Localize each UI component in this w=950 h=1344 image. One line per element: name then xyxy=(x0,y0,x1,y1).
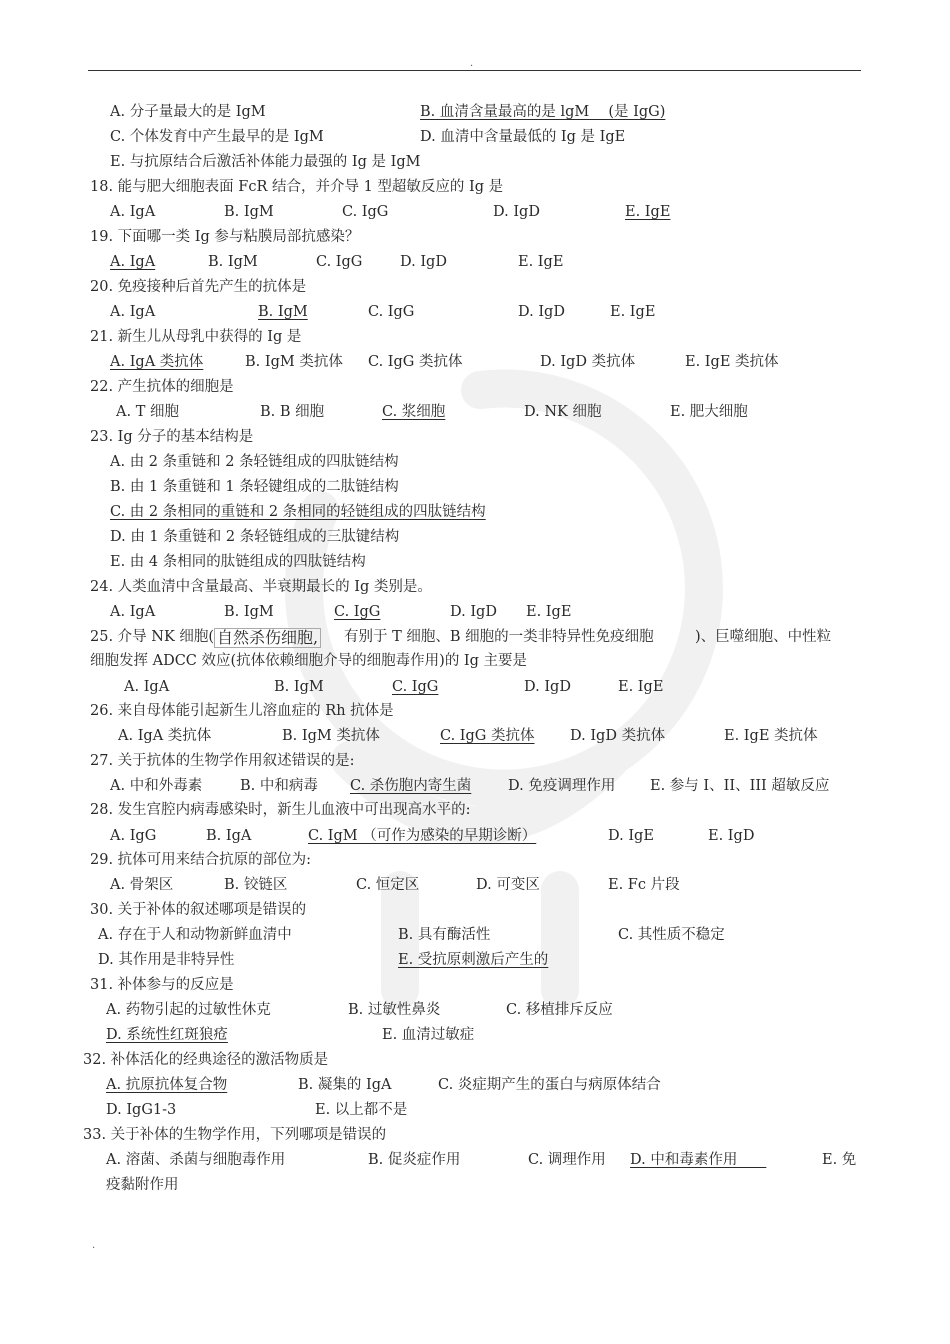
answer-option: A. T 细胞 xyxy=(116,404,179,420)
answer-option: C. 调理作用 xyxy=(528,1152,606,1168)
answer-option: E. Fc 片段 xyxy=(608,877,680,893)
footer-dot: . xyxy=(92,1240,96,1251)
answer-option: A. 分子量最大的是 IgM xyxy=(110,104,266,120)
answer-option: A. IgA xyxy=(110,304,156,320)
question-text: 23. Ig 分子的基本结构是 xyxy=(90,429,254,445)
answer-option: B. B 细胞 xyxy=(260,404,325,420)
answer-option: E. IgD xyxy=(708,828,755,844)
question-text: B. 由 1 条重链和 1 条轻键组成的二肽链结构 xyxy=(110,479,399,495)
question-text: 33. 关于补体的生物学作用，下列哪项是错误的 xyxy=(83,1127,387,1143)
answer-option: B. 促炎症作用 xyxy=(368,1152,461,1168)
answer-option: D. IgE xyxy=(608,828,654,844)
answer-option: A. 抗原抗体复合物 xyxy=(106,1077,228,1093)
answer-option: A. 溶菌、杀菌与细胞毒作用 xyxy=(106,1152,286,1168)
question-text: 19. 下面哪一类 Ig 参与粘膜局部抗感染？ xyxy=(90,229,360,245)
answer-option: A. IgA xyxy=(110,604,156,620)
answer-option: D. IgD 类抗体 xyxy=(540,354,636,370)
question-text: E. 与抗原结合后激活补体能力最强的 Ig 是 IgM xyxy=(110,154,421,170)
question-text: 细胞发挥 ADCC 效应(抗体依赖细胞介导的细胞毒作用)的 Ig 主要是 xyxy=(90,653,528,669)
answer-option: E. 受抗原刺激后产生的 xyxy=(398,952,549,968)
answer-option: C. 其性质不稳定 xyxy=(618,927,725,943)
question-text: E. 由 4 条相同的肽链组成的四肽链结构 xyxy=(110,554,366,570)
answer-option: B. IgM 类抗体 xyxy=(282,728,380,744)
answer-option: D. IgD xyxy=(450,604,497,620)
question-text: 24. 人类血清中含量最高、半衰期最长的 Ig 类别是。 xyxy=(90,579,432,595)
answer-option: A. 骨架区 xyxy=(110,877,174,893)
question-text: C. 由 2 条相同的重链和 2 条相同的轻链组成的四肽链结构 xyxy=(110,504,486,520)
answer-option: D. IgD 类抗体 xyxy=(570,728,666,744)
answer-option: E. 免 xyxy=(822,1152,857,1168)
answer-option: E. IgE xyxy=(625,204,671,220)
answer-option: C. 恒定区 xyxy=(356,877,420,893)
answer-option: E. IgE 类抗体 xyxy=(685,354,779,370)
answer-option: E. 参与 I、II、III 超敏反应 xyxy=(650,778,830,794)
question-text: 27. 关于抗体的生物学作用叙述错误的是: xyxy=(90,753,355,769)
answer-option: E. 肥大细胞 xyxy=(670,404,748,420)
answer-option: B. IgM xyxy=(224,604,274,620)
answer-option: 25. 介导 NK 细胞( xyxy=(90,629,215,645)
answer-option: C. IgG 类抗体 xyxy=(368,354,463,370)
answer-option: B. 血清含量最高的是 lgM (是 IgG) xyxy=(420,104,666,120)
answer-option: E. IgE xyxy=(618,679,664,695)
answer-option: C. 移植排斥反应 xyxy=(506,1002,613,1018)
answer-option: C. IgG xyxy=(368,304,415,320)
answer-option: A. IgG xyxy=(110,828,157,844)
answer-option: A. 中和外毒素 xyxy=(110,778,203,794)
answer-option: D. 其作用是非特异性 xyxy=(98,952,235,968)
answer-option: D. IgD xyxy=(518,304,565,320)
answer-option: C. IgG 类抗体 xyxy=(440,728,535,744)
answer-option: C. 炎症期产生的蛋白与病原体结合 xyxy=(438,1077,661,1093)
answer-option: C. IgM （可作为感染的早期诊断） xyxy=(308,828,537,844)
question-text: 32. 补体活化的经典途径的激活物质是 xyxy=(83,1052,329,1068)
answer-option: C. IgG xyxy=(342,204,389,220)
answer-option: D. IgD xyxy=(524,679,571,695)
answer-option: C. IgG xyxy=(316,254,363,270)
answer-option: D. 可变区 xyxy=(476,877,540,893)
answer-option: D. 中和毒素作用 xyxy=(630,1152,767,1168)
question-text: 22. 产生抗体的细胞是 xyxy=(90,379,234,395)
header-dot: . xyxy=(470,58,474,69)
answer-option: A. IgA 类抗体 xyxy=(118,728,212,744)
answer-option: D. NK 细胞 xyxy=(524,404,602,420)
answer-option: A. IgA xyxy=(110,204,156,220)
answer-option: C. 杀伤胞内寄生菌 xyxy=(350,778,472,794)
answer-option: C. 个体发育中产生最早的是 IgM xyxy=(110,129,324,145)
answer-option: D. 血清中含量最低的 Ig 是 IgE xyxy=(420,129,626,145)
answer-option: E. IgE 类抗体 xyxy=(724,728,818,744)
answer-option: B. 中和病毒 xyxy=(240,778,318,794)
header-rule xyxy=(88,70,861,71)
answer-option: E. IgE xyxy=(610,304,656,320)
answer-option: D. IgD xyxy=(493,204,540,220)
answer-option: B. IgM xyxy=(224,204,274,220)
question-text: 26. 来自母体能引起新生儿溶血症的 Rh 抗体是 xyxy=(90,703,394,719)
question-text: 28. 发生宫腔内病毒感染时，新生儿血液中可出现高水平的: xyxy=(90,802,471,818)
answer-option: D. IgD xyxy=(400,254,447,270)
answer-option: B. IgA xyxy=(206,828,252,844)
answer-option: B. 具有酶活性 xyxy=(398,927,491,943)
question-text: D. 由 1 条重链和 2 条轻链组成的三肽键结构 xyxy=(110,529,400,545)
question-text: 18. 能与肥大细胞表面 FcR 结合，并介导 1 型超敏反应的 Ig 是 xyxy=(90,179,504,195)
answer-option: B. IgM xyxy=(208,254,258,270)
answer-option: 有别于 T 细胞、B 细胞的一类非特异性免疫细胞 xyxy=(344,629,654,645)
answer-option: 自然杀伤细胞, xyxy=(214,628,321,648)
answer-option: C. IgG xyxy=(392,679,439,695)
answer-option: B. IgM xyxy=(274,679,324,695)
answer-option: B. 过敏性鼻炎 xyxy=(348,1002,441,1018)
question-text: 31. 补体参与的反应是 xyxy=(90,977,234,993)
answer-option: A. IgA xyxy=(110,254,156,270)
answer-option: E. 以上都不是 xyxy=(315,1102,408,1118)
answer-option: A. 存在于人和动物新鲜血清中 xyxy=(98,927,292,943)
answer-option: A. IgA xyxy=(124,679,170,695)
answer-option: )、巨噬细胞、中性粒 xyxy=(695,629,832,645)
answer-option: E. 血清过敏症 xyxy=(382,1027,475,1043)
answer-option: E. IgE xyxy=(526,604,572,620)
question-text: A. 由 2 条重链和 2 条轻链组成的四肽链结构 xyxy=(110,454,399,470)
answer-option: D. 免疫调理作用 xyxy=(508,778,616,794)
answer-option: B. 铰链区 xyxy=(224,877,288,893)
answer-option: A. IgA 类抗体 xyxy=(110,354,204,370)
question-text: 30. 关于补体的叙述哪项是错误的 xyxy=(90,902,307,918)
question-text: 21. 新生儿从母乳中获得的 Ig 是 xyxy=(90,329,302,345)
answer-option: B. 凝集的 IgA xyxy=(298,1077,392,1093)
answer-option: D. IgG1-3 xyxy=(106,1102,177,1118)
question-text: 疫黏附作用 xyxy=(106,1177,179,1193)
question-text: 29. 抗体可用来结合抗原的部位为: xyxy=(90,852,312,868)
answer-option: C. IgG xyxy=(334,604,381,620)
answer-option: C. 浆细胞 xyxy=(382,404,446,420)
answer-option: E. IgE xyxy=(518,254,564,270)
answer-option: B. IgM xyxy=(258,304,308,320)
answer-option: B. IgM 类抗体 xyxy=(245,354,343,370)
answer-option: D. 系统性红斑狼疮 xyxy=(106,1027,228,1043)
question-text: 20. 免疫接种后首先产生的抗体是 xyxy=(90,279,307,295)
answer-option: A. 药物引起的过敏性休克 xyxy=(106,1002,271,1018)
